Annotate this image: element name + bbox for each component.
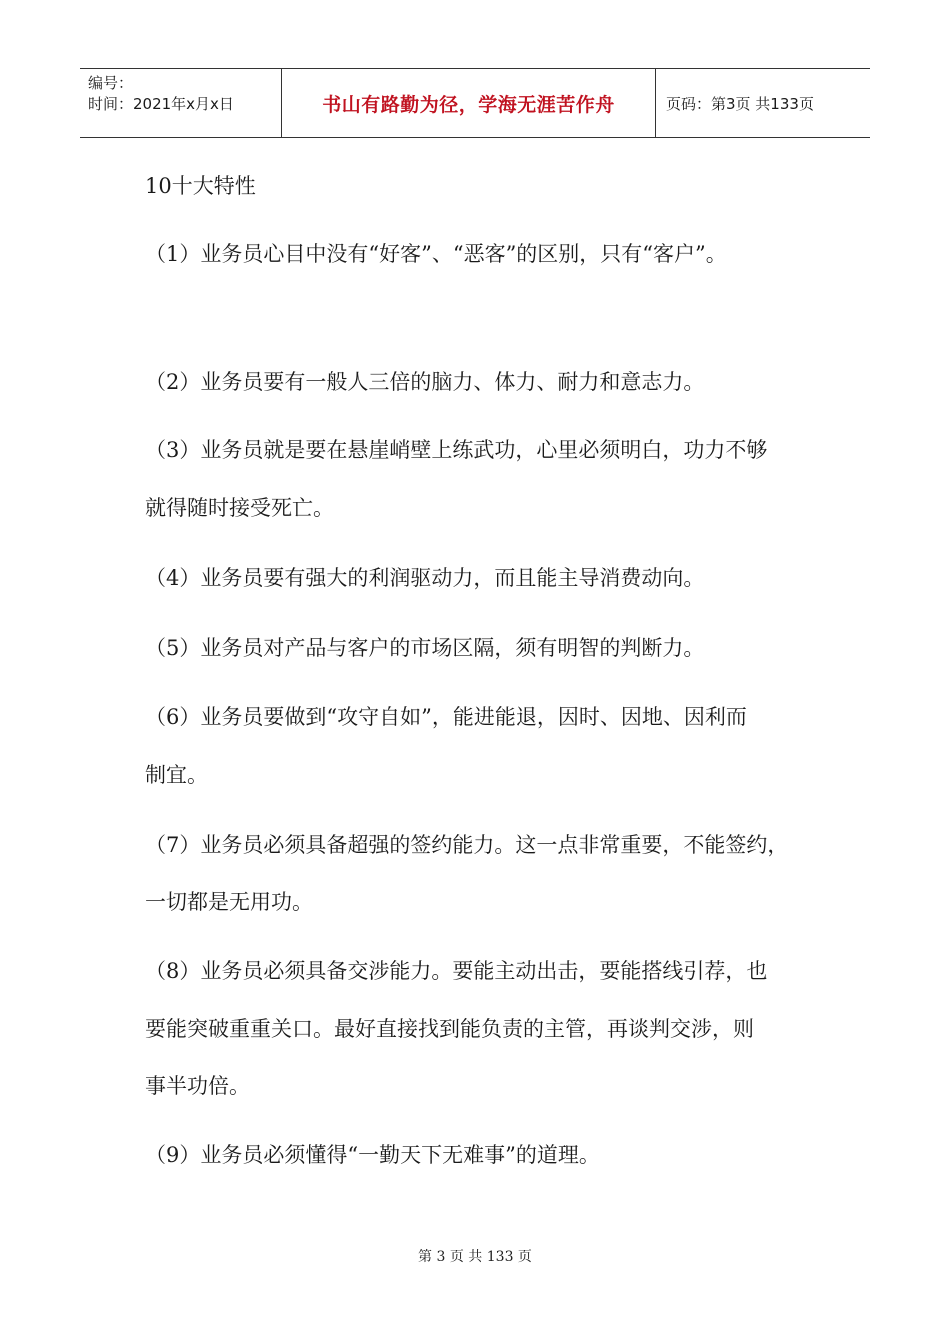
paragraph-line: （2）业务员要有一般人三倍的脑力、体力、耐力和意志力。 xyxy=(145,370,705,394)
page-footer: 第 3 页 共 133 页 xyxy=(418,1249,532,1265)
section-title: 10十大特性 xyxy=(145,174,256,198)
header-page-info: 页码：第3页 共133页 xyxy=(666,94,814,113)
header-meta xyxy=(80,69,281,137)
paragraph-line: （5）业务员对产品与客户的市场区隔，须有明智的判断力。 xyxy=(145,636,705,660)
paragraph-line: （7）业务员必须具备超强的签约能力。这一点非常重要，不能签约， xyxy=(145,833,789,857)
paragraph-line: （4）业务员要有强大的利润驱动力，而且能主导消费动向。 xyxy=(145,566,705,590)
paragraph-line: （8）业务员必须具备交涉能力。要能主动出击，要能搭线引荐，也 xyxy=(145,959,768,983)
paragraph-line: （1）业务员心目中没有“好客”、“恶客”的区别，只有“客户”。 xyxy=(145,242,727,266)
paragraph-line: 一切都是无用功。 xyxy=(145,890,313,914)
paragraph-line: （3）业务员就是要在悬崖峭壁上练武功，心里必须明白，功力不够 xyxy=(145,438,768,462)
paragraph-line: 就得随时接受死亡。 xyxy=(145,496,334,520)
paragraph-line: 制宜。 xyxy=(145,763,208,787)
header-motto: 书山有路勤为径，学海无涯苦作舟 xyxy=(281,69,656,137)
page-header xyxy=(80,68,870,138)
document-date: 时间：2021年x月x日 xyxy=(88,95,234,113)
document-number: 编号： xyxy=(88,74,134,92)
paragraph-line: （6）业务员要做到“攻守自如”，能进能退，因时、因地、因利而 xyxy=(145,705,747,729)
paragraph-line: 要能突破重重关口。最好直接找到能负责的主管，再谈判交涉，则 xyxy=(145,1017,754,1041)
paragraph-line: （9）业务员必须懂得“一勤天下无难事”的道理。 xyxy=(145,1143,600,1167)
paragraph-line: 事半功倍。 xyxy=(145,1074,250,1098)
